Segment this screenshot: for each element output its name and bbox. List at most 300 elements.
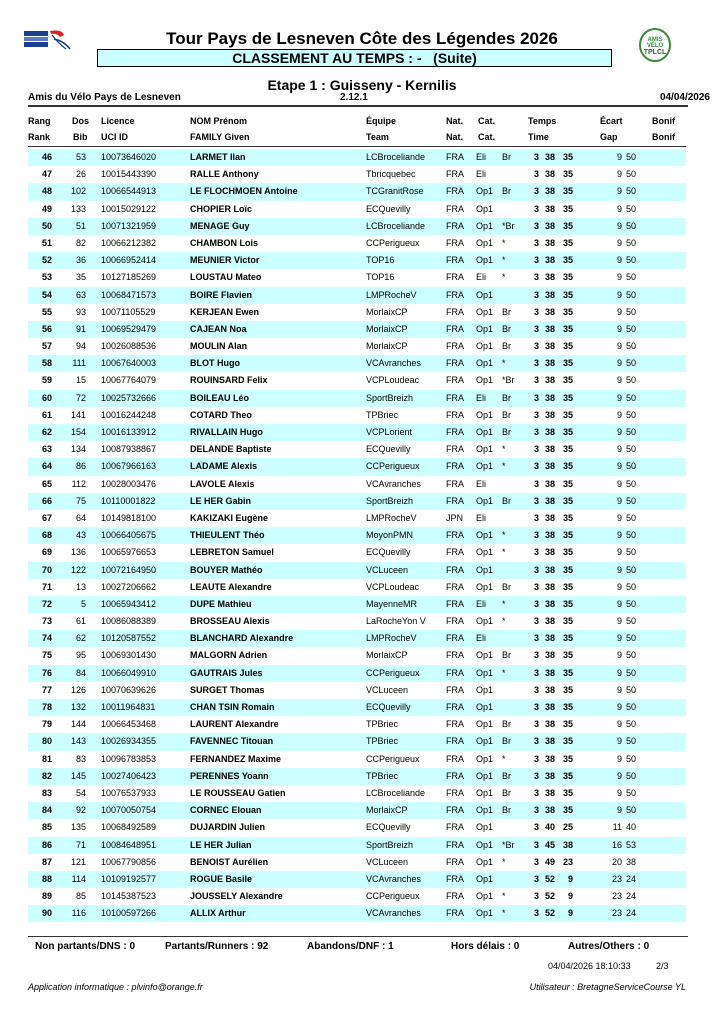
team-cell: VCPLoudeac [366, 581, 420, 592]
rider-name: KAKIZAKI Eugène [190, 512, 269, 523]
time-seconds: 35 [562, 753, 573, 764]
table-row [28, 888, 688, 905]
rider-name: PERENNES Yoann [190, 770, 269, 781]
category-flag-cell: Br [502, 719, 511, 730]
table-row [28, 269, 688, 286]
time-minutes: 38 [544, 255, 555, 266]
results-table [28, 149, 688, 922]
table-row [28, 871, 686, 888]
time-seconds: 35 [562, 684, 573, 695]
category-cell: Op1 [476, 581, 494, 592]
gap-minutes: 9 [616, 736, 622, 747]
licence-cell: 10070050754 [101, 805, 157, 816]
category-cell: Op1 [476, 255, 494, 266]
stat-hd: Hors délais : 0 [451, 941, 520, 952]
category-flag-cell: * [502, 891, 506, 902]
time-seconds: 35 [562, 581, 573, 592]
time-minutes: 38 [544, 581, 555, 592]
nationality-cell: FRA [446, 478, 464, 489]
rider-name: BOIRE Flavien [190, 289, 253, 300]
time-seconds: 35 [562, 787, 573, 798]
bib-cell: 84 [75, 667, 86, 678]
time-seconds: 35 [562, 444, 573, 455]
team-cell: VCLuceen [366, 684, 409, 695]
time-seconds: 35 [562, 564, 573, 575]
gap-minutes: 9 [616, 495, 622, 506]
time-seconds: 35 [562, 530, 573, 541]
rank-cell: 85 [41, 822, 52, 833]
gap-minutes: 9 [616, 478, 622, 489]
gap-minutes: 9 [616, 341, 622, 352]
time-hours: 3 [533, 598, 539, 609]
stage-title: Etape 1 : Guisseny - Kernilis [267, 77, 457, 93]
time-minutes: 38 [544, 427, 555, 437]
licence-cell: 10067640003 [101, 358, 157, 369]
rider-name: GAUTRAIS Jules [190, 667, 263, 678]
rank-cell: 56 [41, 323, 52, 334]
category-flag-cell: Br [502, 392, 511, 403]
team-cell: ECQuevilly [366, 444, 411, 455]
organizer: Amis du Vélo Pays de Lesneven [28, 92, 181, 103]
footer-divider [28, 936, 688, 937]
team-cell: MorlaixCP [366, 323, 408, 334]
bib-cell: 71 [75, 839, 86, 850]
bib-cell: 64 [75, 512, 86, 523]
licence-cell: 10065943412 [101, 598, 157, 609]
time-seconds: 35 [562, 203, 573, 214]
time-hours: 3 [533, 392, 539, 403]
time-seconds: 35 [562, 667, 573, 678]
licence-cell: 10027406423 [101, 770, 157, 781]
team-cell: CCPerigueux [366, 753, 420, 764]
time-hours: 3 [533, 581, 539, 592]
rank-cell: 53 [41, 272, 52, 283]
time-seconds: 35 [562, 427, 573, 437]
stat-dns: Non partants/DNS : 0 [35, 941, 136, 952]
gap-seconds: 50 [625, 547, 636, 558]
table-row [28, 630, 686, 647]
category-flag-cell: * [502, 753, 506, 764]
team-cell: MorlaixCP [366, 341, 408, 352]
print-timestamp: 04/04/2026 18:10:33 [548, 961, 631, 971]
bib-cell: 83 [75, 753, 86, 764]
team-cell: MorlaixCP [366, 805, 408, 816]
team-cell: TPBriec [366, 770, 399, 781]
rider-name: LE HER Julian [190, 839, 252, 850]
licence-cell: 10110001822 [101, 495, 156, 506]
time-minutes: 38 [544, 392, 555, 403]
category-flag-cell: * [502, 547, 506, 558]
rider-name: BLANCHARD Alexandre [190, 633, 294, 644]
time-hours: 3 [533, 461, 539, 472]
nationality-cell: FRA [446, 616, 464, 627]
team-cell: TCGranitRose [366, 186, 424, 197]
time-hours: 3 [533, 787, 539, 798]
gap-minutes: 9 [616, 427, 622, 437]
time-hours: 3 [533, 220, 539, 231]
nationality-cell: FRA [446, 375, 464, 386]
table-row [28, 476, 688, 493]
time-hours: 3 [533, 873, 539, 884]
col-nat-en: Nat. [446, 132, 464, 142]
gap-seconds: 50 [625, 667, 636, 678]
time-seconds: 35 [562, 598, 573, 609]
nationality-cell: FRA [446, 323, 464, 334]
gap-seconds: 50 [625, 530, 636, 541]
category-cell: Eli [476, 169, 487, 180]
time-seconds: 35 [562, 237, 573, 248]
gap-minutes: 9 [616, 581, 622, 592]
time-seconds: 35 [562, 633, 573, 644]
category-cell: Op1 [476, 375, 494, 386]
table-row [28, 201, 688, 218]
classification-title: CLASSEMENT AU TEMPS : - (Suite) [97, 49, 612, 67]
time-seconds: 35 [562, 375, 573, 386]
team-cell: VCAvranches [366, 478, 421, 489]
licence-cell: 10067790856 [101, 856, 157, 867]
gap-seconds: 50 [625, 444, 636, 455]
table-row [28, 527, 686, 544]
time-minutes: 38 [544, 323, 555, 334]
team-cell: VCLuceen [366, 564, 409, 575]
licence-cell: 10073646020 [101, 152, 157, 162]
rider-name: COTARD Theo [190, 409, 252, 420]
stat-others: Autres/Others : 0 [568, 941, 650, 952]
bib-cell: 54 [75, 787, 86, 798]
nationality-cell: FRA [446, 341, 464, 352]
rider-name: CHAMBON Lois [190, 237, 258, 248]
rank-cell: 78 [41, 702, 52, 712]
time-hours: 3 [533, 530, 539, 541]
nationality-cell: FRA [446, 719, 464, 730]
gap-seconds: 53 [625, 839, 636, 850]
category-cell: Op1 [476, 564, 494, 575]
gap-seconds: 50 [625, 633, 636, 644]
gap-minutes: 9 [616, 530, 622, 541]
bib-cell: 95 [75, 650, 86, 661]
bib-cell: 133 [70, 203, 86, 214]
category-cell: Op1 [476, 237, 494, 248]
table-row [28, 562, 686, 579]
licence-cell: 10016244248 [101, 409, 157, 420]
bib-cell: 154 [70, 427, 86, 437]
time-hours: 3 [533, 152, 539, 162]
team-cell: MorlaixCP [366, 306, 408, 317]
category-cell: Op1 [476, 650, 494, 661]
bib-cell: 135 [70, 822, 86, 833]
gap-minutes: 9 [616, 392, 622, 403]
gap-seconds: 50 [625, 719, 636, 730]
gap-minutes: 9 [616, 684, 622, 695]
bib-cell: 91 [75, 323, 86, 334]
category-flag-cell: Br [502, 186, 511, 197]
nationality-cell: JPN [446, 512, 464, 523]
rank-cell: 54 [41, 289, 52, 300]
time-minutes: 38 [544, 753, 555, 764]
gap-minutes: 9 [616, 564, 622, 575]
time-minutes: 38 [544, 633, 555, 644]
category-flag-cell: Br [502, 306, 511, 317]
team-cell: SportBreizh [366, 839, 414, 850]
category-flag-cell: Br [502, 650, 511, 661]
category-cell: Op1 [476, 220, 494, 231]
gap-seconds: 50 [625, 203, 636, 214]
time-seconds: 35 [562, 409, 573, 420]
time-minutes: 38 [544, 358, 555, 369]
gap-seconds: 50 [625, 152, 636, 162]
table-row [28, 699, 686, 716]
time-hours: 3 [533, 255, 539, 266]
nationality-cell: FRA [446, 736, 464, 747]
category-cell: Op1 [476, 461, 494, 472]
nationality-cell: FRA [446, 684, 464, 695]
time-minutes: 38 [544, 220, 555, 231]
gap-seconds: 50 [625, 392, 636, 403]
time-minutes: 38 [544, 409, 555, 420]
bib-cell: 53 [75, 152, 86, 162]
table-row [28, 579, 688, 596]
time-hours: 3 [533, 702, 539, 712]
time-minutes: 38 [544, 495, 555, 506]
nationality-cell: FRA [446, 805, 464, 816]
rank-cell: 58 [41, 358, 52, 369]
licence-cell: 10026934355 [101, 736, 157, 747]
gap-minutes: 9 [616, 237, 622, 248]
category-flag-cell: *Br [502, 839, 515, 850]
gap-seconds: 50 [625, 220, 636, 231]
gap-seconds: 50 [625, 805, 636, 816]
gap-minutes: 23 [611, 908, 622, 919]
user-credit: Utilisateur : BretagneServiceCourse YL [529, 982, 686, 992]
bib-cell: 86 [75, 461, 86, 472]
bib-cell: 75 [75, 495, 86, 506]
time-minutes: 38 [544, 237, 555, 248]
gap-seconds: 50 [625, 650, 636, 661]
bib-cell: 82 [75, 237, 86, 248]
team-cell: LCBroceliande [366, 220, 426, 231]
rider-name: LEBRETON Samuel [190, 547, 274, 558]
gap-minutes: 9 [616, 547, 622, 558]
rank-cell: 79 [41, 719, 52, 730]
gap-seconds: 50 [625, 478, 636, 489]
licence-cell: 10068471573 [101, 289, 157, 300]
time-minutes: 38 [544, 719, 555, 730]
rank-cell: 60 [41, 392, 52, 403]
licence-cell: 10069529479 [101, 323, 157, 334]
time-hours: 3 [533, 427, 539, 437]
bib-cell: 144 [70, 719, 86, 730]
time-hours: 3 [533, 770, 539, 781]
category-cell: Op1 [476, 358, 494, 369]
gap-seconds: 50 [625, 341, 636, 352]
time-hours: 3 [533, 719, 539, 730]
rank-cell: 50 [41, 220, 52, 231]
rank-cell: 86 [41, 839, 52, 850]
nationality-cell: FRA [446, 770, 464, 781]
time-minutes: 38 [544, 598, 555, 609]
team-cell: VCLuceen [366, 856, 409, 867]
rank-cell: 88 [41, 873, 52, 884]
gap-minutes: 9 [616, 444, 622, 455]
time-hours: 3 [533, 186, 539, 197]
bib-cell: 102 [70, 186, 86, 197]
rider-name: RALLE Anthony [190, 169, 259, 180]
rank-cell: 57 [41, 341, 52, 352]
table-row [28, 218, 686, 235]
gap-seconds: 50 [625, 289, 636, 300]
time-seconds: 35 [562, 152, 573, 162]
col-bib-fr: Dos [72, 116, 90, 126]
gap-minutes: 9 [616, 289, 622, 300]
gap-minutes: 23 [611, 873, 622, 884]
category-flag-cell: * [502, 616, 506, 627]
time-minutes: 38 [544, 306, 555, 317]
time-hours: 3 [533, 341, 539, 352]
rank-cell: 61 [41, 409, 52, 420]
bib-cell: 111 [72, 358, 86, 369]
race-date: 04/04/2026 [659, 92, 710, 103]
team-cell: ECQuevilly [366, 547, 411, 558]
time-seconds: 35 [562, 341, 573, 352]
rank-cell: 52 [41, 255, 52, 266]
bib-cell: 15 [75, 375, 86, 386]
time-minutes: 38 [544, 616, 555, 627]
time-minutes: 38 [544, 152, 555, 162]
licence-cell: 10096783853 [101, 753, 157, 764]
table-row [28, 510, 688, 527]
gap-minutes: 9 [616, 461, 622, 472]
time-seconds: 35 [562, 323, 573, 334]
gap-seconds: 50 [625, 564, 636, 575]
time-minutes: 38 [544, 564, 555, 575]
gap-seconds: 50 [625, 684, 636, 695]
col-team-en: Team [366, 132, 389, 142]
bib-cell: 85 [75, 891, 86, 902]
gap-seconds: 50 [625, 186, 636, 197]
gap-seconds: 24 [625, 873, 636, 884]
rank-cell: 89 [41, 891, 52, 902]
bib-cell: 116 [71, 908, 86, 919]
nationality-cell: FRA [446, 203, 464, 214]
time-hours: 3 [533, 633, 539, 644]
time-hours: 3 [533, 564, 539, 575]
bib-cell: 43 [75, 530, 86, 541]
team-cell: MayenneMR [366, 598, 418, 609]
category-flag-cell: * [502, 856, 506, 867]
rider-name: CAJEAN Noa [190, 323, 247, 334]
category-flag-cell: Br [502, 427, 511, 437]
team-cell: Tbricquebec [366, 169, 416, 180]
team-cell: LCBroceliande [366, 787, 426, 798]
bib-cell: 126 [70, 684, 86, 695]
rank-cell: 82 [41, 770, 52, 781]
svg-text:AMIS: AMIS [647, 37, 663, 43]
rank-cell: 80 [41, 736, 52, 747]
table-row [28, 183, 686, 200]
bib-cell: 94 [75, 341, 86, 352]
time-minutes: 38 [544, 684, 555, 695]
nationality-cell: FRA [446, 787, 464, 798]
time-hours: 3 [533, 839, 539, 850]
category-cell: Op1 [476, 341, 494, 352]
licence-cell: 10066049910 [101, 667, 157, 678]
rider-name: MOULIN Alan [190, 341, 248, 352]
rank-cell: 71 [41, 581, 52, 592]
nationality-cell: FRA [446, 753, 464, 764]
rank-cell: 81 [41, 753, 52, 764]
rider-name: LAURENT Alexandre [190, 719, 279, 730]
time-hours: 3 [533, 547, 539, 558]
licence-cell: 10120587552 [101, 633, 157, 644]
table-row [28, 235, 688, 252]
rank-cell: 83 [41, 787, 52, 798]
time-seconds: 35 [562, 289, 573, 300]
time-seconds: 35 [562, 719, 573, 730]
time-minutes: 38 [544, 805, 555, 816]
table-row [28, 544, 688, 561]
table-row [28, 682, 688, 699]
rank-cell: 46 [41, 152, 52, 162]
category-cell: Op1 [476, 616, 494, 627]
nationality-cell: FRA [446, 358, 464, 369]
gap-seconds: 50 [625, 770, 636, 781]
category-flag-cell: * [502, 598, 506, 609]
table-row [28, 355, 686, 372]
table-row [28, 493, 686, 510]
gap-seconds: 50 [625, 461, 636, 472]
category-flag-cell: * [502, 461, 506, 472]
time-minutes: 52 [544, 873, 555, 884]
licence-cell: 10015029122 [101, 203, 157, 214]
time-hours: 3 [533, 891, 539, 902]
time-minutes: 38 [544, 512, 555, 523]
header-divider-bottom [28, 146, 686, 147]
category-cell: Eli [476, 512, 487, 523]
category-flag-cell: *Br [502, 375, 515, 386]
category-flag-cell: Br [502, 787, 511, 798]
nationality-cell: FRA [446, 530, 464, 541]
table-row [28, 768, 686, 785]
rank-cell: 74 [41, 633, 52, 644]
bib-cell: 26 [75, 169, 86, 180]
rider-name: MALGORN Adrien [190, 650, 268, 661]
category-cell: Op1 [476, 547, 494, 558]
nationality-cell: FRA [446, 908, 464, 919]
col-cat-en: Cat. [478, 132, 496, 142]
time-hours: 3 [533, 444, 539, 455]
rank-cell: 51 [41, 237, 52, 248]
gap-seconds: 50 [625, 323, 636, 334]
gap-seconds: 24 [625, 891, 636, 902]
race-class: 2.12.1 [340, 92, 368, 103]
licence-cell: 10067966163 [101, 461, 157, 472]
time-minutes: 38 [544, 444, 555, 455]
rank-cell: 73 [41, 616, 52, 627]
category-cell: Eli [476, 392, 487, 403]
nationality-cell: FRA [446, 702, 464, 712]
bib-cell: 145 [70, 770, 86, 781]
rank-cell: 49 [41, 203, 52, 214]
gap-seconds: 50 [625, 306, 636, 317]
team-cell: SportBreizh [366, 392, 414, 403]
rank-cell: 62 [41, 427, 52, 437]
rider-name: MEUNIER Victor [190, 255, 260, 266]
gap-seconds: 50 [625, 495, 636, 506]
nationality-cell: FRA [446, 409, 464, 420]
gap-minutes: 9 [616, 667, 622, 678]
table-row [28, 733, 686, 750]
category-cell: Op1 [476, 444, 494, 455]
